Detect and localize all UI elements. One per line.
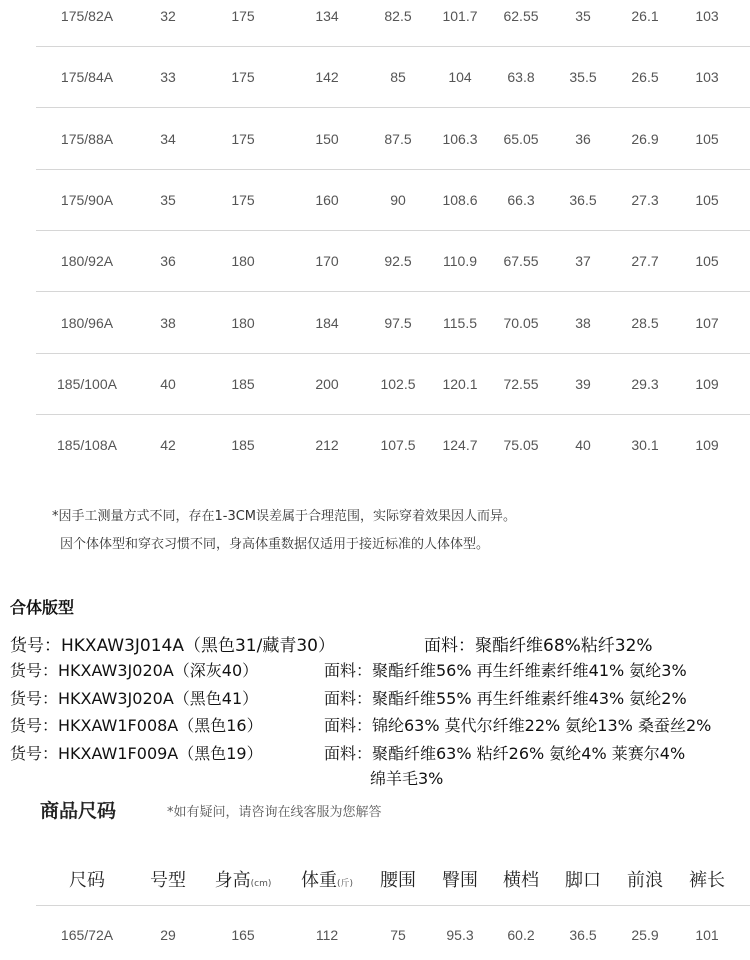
table-cell: 72.55	[503, 375, 539, 392]
table-cell: 180/92A	[60, 253, 114, 270]
header-cell: 腰围	[380, 870, 416, 891]
table-cell: 63.8	[507, 69, 535, 86]
table-cell: 38	[575, 314, 591, 331]
table-row	[0, 62, 750, 92]
table-row	[0, 920, 750, 950]
table-row	[0, 124, 750, 154]
table-cell: 180	[231, 314, 255, 331]
table-cell: 35	[575, 8, 591, 24]
table-cell: 175	[231, 8, 255, 24]
row-divider	[36, 291, 750, 292]
table-cell: 108.6	[442, 191, 478, 208]
table-cell: 85	[390, 69, 406, 86]
product-spec-3	[10, 686, 687, 709]
table-cell: 180/96A	[60, 314, 114, 331]
product-spec-2	[10, 658, 687, 681]
table-cell: 124.7	[442, 437, 478, 454]
table-cell: 40	[160, 375, 176, 392]
table-cell: 175	[231, 69, 255, 86]
table-cell: 107.5	[380, 437, 416, 454]
product-material: 面料：聚酯纤维56% 再生纤维素纤维41% 氨纶3%	[324, 661, 687, 680]
table-cell: 185/100A	[57, 375, 117, 392]
row-divider	[36, 107, 750, 108]
fit-title: 合体版型	[10, 598, 75, 617]
table-cell: 26.1	[631, 8, 659, 24]
table-cell: 35	[160, 191, 176, 208]
table-cell: 25.9	[631, 927, 659, 943]
table-cell: 106.3	[442, 130, 478, 147]
table-row	[0, 1, 750, 31]
table-cell: 26.5	[631, 69, 659, 86]
table-cell: 92.5	[384, 253, 412, 270]
table-cell: 185	[231, 437, 255, 454]
header-cell: 尺码	[69, 870, 105, 891]
row-divider	[36, 46, 750, 47]
table-cell: 175/88A	[60, 130, 114, 147]
table-cell: 115.5	[443, 314, 477, 331]
product-code: 货号：HKXAW1F009A（黑色19）	[10, 744, 263, 763]
table-cell: 104	[448, 69, 472, 86]
header-cell: 脚口	[565, 870, 601, 891]
product-code: 货号：HKXAW3J020A（深灰40）	[10, 661, 259, 680]
table-cell: 67.55	[503, 253, 539, 270]
product-material: 面料：聚酯纤维68%粘纤32%	[424, 636, 653, 656]
table-cell: 105	[695, 130, 719, 147]
section-note: *如有疑问，请咨询在线客服为您解答	[167, 805, 382, 820]
table-cell: 175	[231, 130, 255, 147]
table-cell: 103	[695, 8, 719, 24]
table-cell: 34	[160, 130, 176, 147]
table-cell: 90	[390, 191, 406, 208]
table-cell: 95.3	[446, 927, 474, 943]
table-cell: 70.05	[503, 314, 539, 331]
header-cell: 号型	[150, 870, 186, 891]
table-cell: 112	[315, 927, 339, 943]
table-cell: 160	[315, 191, 339, 208]
measurement-note: *因手工测量方式不同，存在1-3CM误差属于合理范围，实际穿着效果因人而异。	[52, 509, 517, 524]
table-cell: 101.7	[442, 8, 478, 24]
product-spec-4	[10, 713, 712, 736]
table-cell: 36.5	[569, 927, 597, 943]
table-cell: 150	[315, 130, 339, 147]
table-cell: 185	[231, 375, 255, 392]
product-spec-5	[10, 741, 686, 764]
table-row	[0, 430, 750, 460]
header-cell: 前浪	[627, 870, 663, 891]
product-code: 货号：HKXAW3J014A（黑色31/藏青30）	[10, 636, 335, 656]
table-cell: 38	[160, 314, 176, 331]
table-cell: 103	[695, 69, 719, 86]
table-cell: 170	[315, 253, 339, 270]
table-cell: 29	[160, 927, 176, 943]
product-material: 面料：聚酯纤维63% 粘纤26% 氨纶4% 莱赛尔4%	[324, 744, 686, 763]
row-divider	[36, 230, 750, 231]
table-cell: 40	[575, 437, 591, 454]
header-cell: 裤长	[689, 870, 725, 891]
table-cell: 200	[315, 375, 339, 392]
table-cell: 142	[315, 69, 339, 86]
header-cell: 横档	[503, 870, 539, 891]
table-row	[0, 185, 750, 215]
table-cell: 36	[575, 130, 591, 147]
table-cell: 109	[695, 437, 719, 454]
table-cell: 105	[695, 191, 719, 208]
table-cell: 87.5	[384, 130, 412, 147]
row-divider	[36, 414, 750, 415]
row-divider	[36, 353, 750, 354]
product-material: 面料：聚酯纤维55% 再生纤维素纤维43% 氨纶2%	[324, 689, 687, 708]
table-cell: 29.3	[631, 375, 659, 392]
table-cell: 36	[160, 253, 176, 270]
table-cell: 165/72A	[60, 927, 114, 943]
table-cell: 212	[315, 437, 339, 454]
table-cell: 75	[390, 927, 406, 943]
table-cell: 37	[575, 253, 591, 270]
header-cell: 体重(斤)	[300, 870, 354, 891]
table-cell: 30.1	[631, 437, 659, 454]
table-cell: 27.3	[631, 191, 659, 208]
table-cell: 42	[160, 437, 176, 454]
table-cell: 60.2	[507, 927, 535, 943]
row-divider	[36, 905, 750, 906]
table-cell: 165	[231, 927, 255, 943]
table-cell: 105	[695, 253, 719, 270]
header-cell: 臀围	[442, 870, 478, 891]
table-cell: 185/108A	[57, 437, 117, 454]
table-row	[0, 369, 750, 399]
table-cell: 65.05	[503, 130, 539, 147]
table-cell: 175	[231, 191, 255, 208]
section-title: 商品尺码	[40, 800, 117, 822]
table-cell: 32	[160, 8, 176, 24]
table-cell: 120.1	[442, 375, 478, 392]
table-cell: 33	[160, 69, 176, 86]
table-cell: 27.7	[631, 253, 659, 270]
product-code: 货号：HKXAW3J020A（黑色41）	[10, 689, 259, 708]
table-cell: 175/84A	[60, 69, 114, 86]
table-cell: 35.5	[569, 69, 597, 86]
product-spec-1	[10, 631, 653, 656]
table-cell: 180	[231, 253, 255, 270]
body-type-note: 因个体体型和穿衣习惯不同，身高体重数据仅适用于接近标准的人体体型。	[60, 537, 490, 552]
table-cell: 101	[695, 927, 719, 943]
table-cell: 66.3	[507, 191, 535, 208]
row-divider	[36, 169, 750, 170]
table-cell: 107	[695, 314, 719, 331]
table-cell: 134	[315, 8, 339, 24]
table-cell: 175/90A	[60, 191, 114, 208]
table-cell: 109	[695, 375, 719, 392]
table-cell: 110.9	[443, 253, 477, 270]
header-cell: 身高(cm)	[214, 870, 272, 891]
table-cell: 184	[315, 314, 339, 331]
table-cell: 62.55	[503, 8, 539, 24]
table-row	[0, 246, 750, 276]
table-cell: 75.05	[503, 437, 539, 454]
product-code: 货号：HKXAW1F008A（黑色16）	[10, 716, 263, 735]
table-cell: 36.5	[569, 191, 597, 208]
table-cell: 175/82A	[60, 8, 114, 24]
table-cell: 26.9	[631, 130, 659, 147]
table-cell: 82.5	[384, 8, 412, 24]
table-row	[0, 308, 750, 338]
product-material: 面料：锦纶63% 莫代尔纤维22% 氨纶13% 桑蚕丝2%	[324, 716, 712, 735]
product-material-continued: 绵羊毛3%	[370, 769, 444, 788]
table-cell: 28.5	[631, 314, 659, 331]
table-cell: 97.5	[384, 314, 412, 331]
table-cell: 39	[575, 375, 591, 392]
table-cell: 102.5	[380, 375, 416, 392]
